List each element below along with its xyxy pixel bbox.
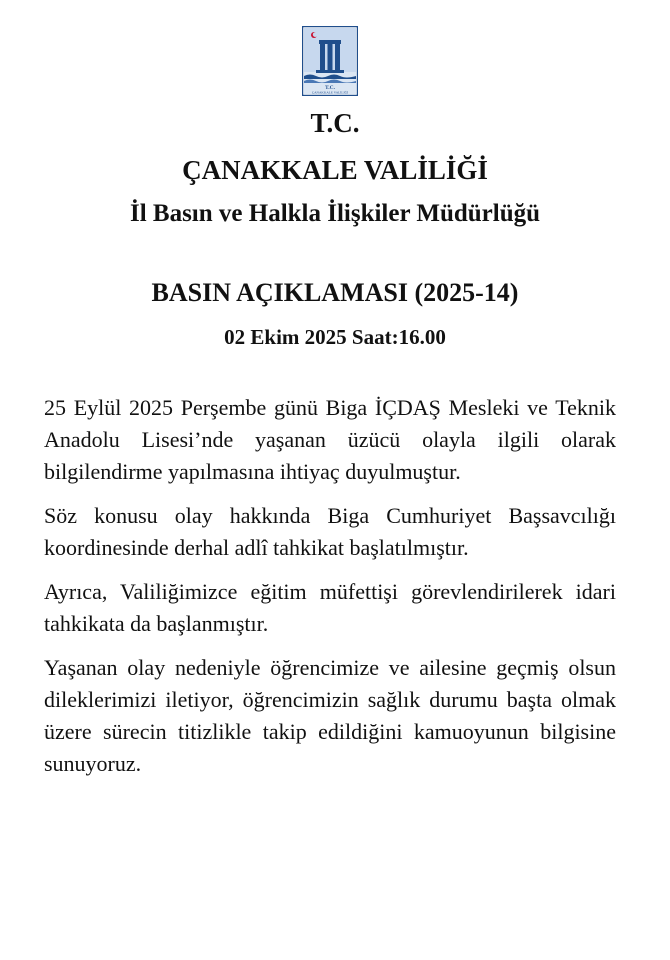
press-release-date: 02 Ekim 2025 Saat:16.00: [224, 325, 446, 349]
logo-caption-name: ÇANAKKALE VALİLİĞİ: [311, 90, 349, 95]
header-tc: T.C.: [310, 108, 360, 138]
body-paragraph: Yaşanan olay nedeniyle öğrencimize ve ailesine geçmiş olsun dileklerimizi iletiyor, öğrencimizin sağlık durumu başta olmak üzere sürecin titizlikle takip edildiğini kamuoyunun bilgisine sunuyoruz.: [44, 655, 616, 776]
logo-caption-tc: T.C.: [325, 85, 335, 91]
press-release-body: [44, 392, 616, 792]
body-paragraph: 25 Eylül 2025 Perşembe günü Biga İÇDAŞ Mesleki ve Teknik Anadolu Lisesi’nde yaşanan üzücü olayla ilgili olarak bilgilendirme yapılmasına ihtiyaç duyulmuştur.: [44, 395, 616, 484]
press-release-title: BASIN AÇIKLAMASI (2025-14): [151, 278, 519, 307]
body-paragraph: Söz konusu olay hakkında Biga Cumhuriyet Başsavcılığı koordinesinde derhal adlî tahkikat başlatılmıştır.: [44, 503, 616, 560]
canakkale-valiligi-logo: [302, 26, 358, 96]
body-paragraph: Ayrıca, Valiliğimizce eğitim müfettişi görevlendirilerek idari tahkikata da başlanmıştır.: [44, 579, 616, 636]
header-department: İl Basın ve Halkla İlişkiler Müdürlüğü: [129, 200, 541, 227]
logo-emblem-icon: [302, 26, 358, 96]
header-governorship: ÇANAKKALE VALİLİĞİ: [182, 155, 488, 185]
